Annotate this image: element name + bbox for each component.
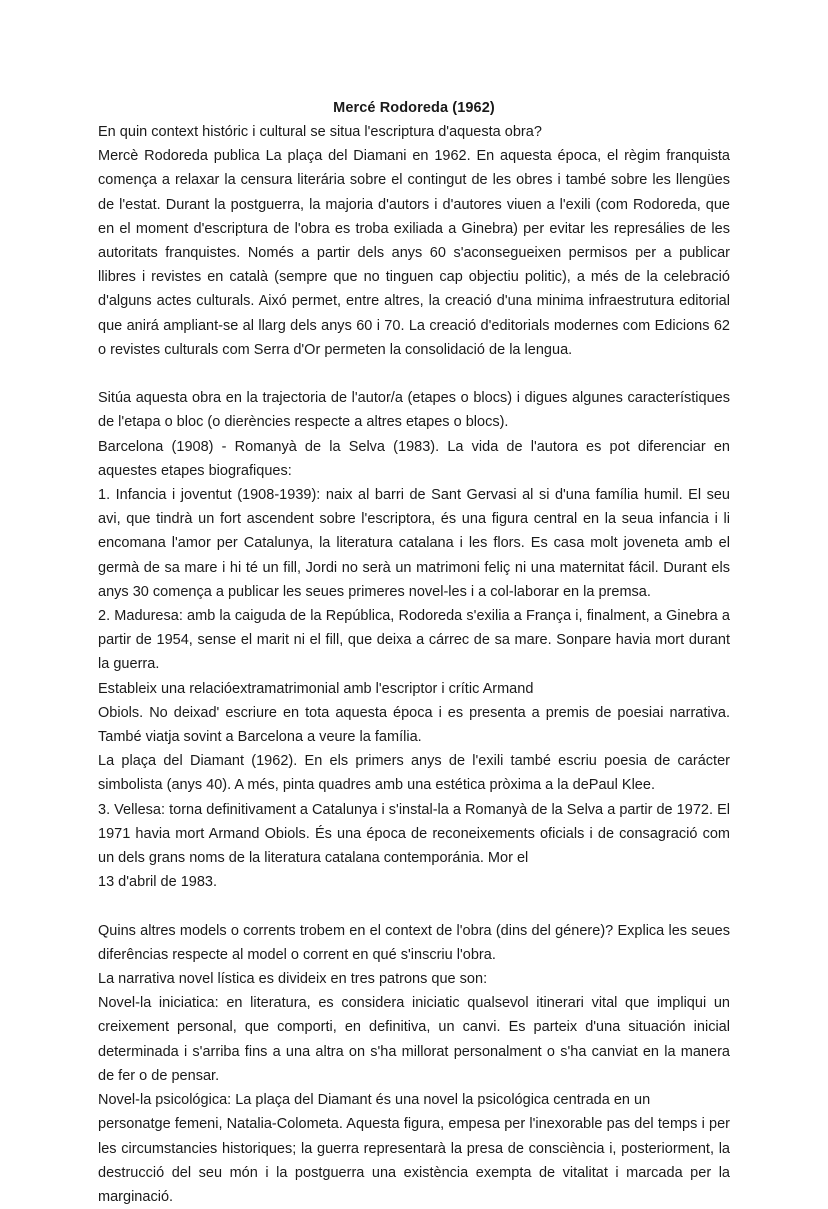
biography-note-relationship: Estableix una relacióextramatrimonial amb l'escriptor i crític Armand [98, 680, 534, 697]
answer-historic-context: Mercè Rodoreda publica La plaça del Diamani en 1962. En aquesta época, el règim franquista comença a relaxar la censura literária sobre el contingut de les obres i també sobre les llengües de l'estat. Durant la postguerra, la majoria d'autors i d'autores viuen a l'exili (com Rodoreda, que en el moment d'escriptura de l'obra es troba exiliada a Ginebra) per evitar les represálies de les autoritats franquistes. Només a partir dels anys 60 s'aconsegueixen permisos per a publicar llibres i revistes en català (sempre que no tinguen cap objectiu politic), a més de la celebració d'alguns actes culturals. Aixó permet, entre altres, la creació d'una minima infraestrutura editorial que anirá ampliant-se al llarg dels anys 60 i 70. La creació d'editorials modernes com Edicions 62 o revistes culturals com Serra d'Or permeten la consolidació de la lengua. [98, 148, 730, 358]
biography-stage-2: 2. Maduresa: amb la caiguda de la República, Rodoreda s'exilia a França i, finalment, a Ginebra a partir de 1954, sense el marit ni el fill, que deixa a cárrec de sa mare. Sonpare havia mort durant la guerra. [98, 608, 730, 673]
biography-intro: Barcelona (1908) - Romanyà de la Selva (1983). La vida de l'autora es pot diferenciar en aquestes etapes biografiques: [98, 438, 730, 479]
biography-note-obiols: Obiols. No deixad' escriure en tota aquesta época i es presenta a premis de poesiai narrativa. També viatja sovint a Barcelona a veure la família. [98, 704, 730, 746]
biography-stage-1: 1. Infancia i joventut (1908-1939): naix al barri de Sant Gervasi al si d'una família humil. El seu avi, que tindrà un fort ascendent sobre l'escriptora, és una figura central en la seua infancia i li encomana l'amor per Catalunya, la literatura catalana i les flors. Es casa molt joveneta amb el germà de sa mare i hi té un fill, Jordi no serà un matrimoni feliç ni una maternitat fácil. Durant els anys 30 comença a publicar les seues primeres novel-les i a col-laborar en la premsa. [98, 487, 730, 600]
model-novel-la-psicologica-body: personatge femeni, Natalia-Colometa. Aquesta figura, empesa per l'inexorable pas del temps i per les circumstancies historiques; la guerra representarà la presa de consciència i, posteriorment, la destrucció del seu món i la postguerra una existència exempta de vitalitat i marcada per la marginació. [98, 1116, 730, 1205]
models-intro: La narrativa novel lística es divideix en tres patrons que son: [98, 971, 488, 988]
page-title: Mercé Rodoreda (1962) [333, 100, 495, 116]
document-body [98, 96, 730, 1209]
paragraph-spacer [98, 362, 730, 386]
model-novel-la-psicologica-title: Novel-la psicológica: La plaça del Diamant és una novel la psicológica centrada en un [98, 1092, 651, 1109]
biography-stage-3: 3. Vellesa: torna definitivament a Catalunya i s'instal-la a Romanyà de la Selva a partir de 1972. El 1971 havia mort Armand Obiols. És una época de reconeixements oficials i de consagració com un dels grans noms de la literatura catalana contemporánia. Mor el [98, 801, 730, 867]
question-other-models: Quins altres models o corrents trobem en el context de l'obra (dins del génere)? Explica les seues diferências respecte al model o corrent en qué s'inscriu l'obra. [98, 922, 730, 963]
biography-stage-3-death-date: 13 d'abril de 1983. [98, 874, 218, 891]
question-historic-context: En quin context históric i cultural se situa l'escriptura d'aquesta obra? [98, 124, 542, 140]
model-novel-la-iniciatica: Novel-la iniciatica: en literatura, es considera iniciatic qualsevol itinerari vital que impliqui un creixement personal, que comporti, en definitiva, un canvi. Es parteix d'una situación inicial determinada i s'arriba fins a una altra on s'ha millorat personalment o s'ha canviat en la manera de fer o de pensar. [98, 995, 730, 1084]
question-author-trajectory: Sitúa aquesta obra en la trajectoria de l'autor/a (etapes o blocs) i digues algunes característiques de l'etapa o bloc (o dierències respecte a altres etapes o blocs). [98, 390, 730, 431]
paragraph-spacer [98, 894, 730, 918]
biography-note-diamant: La plaça del Diamant (1962). En els primers anys de l'exili també escriu poesia de carácter simbolista (anys 40). A més, pinta quadres amb una estética pròxima a la dePaul Klee. [98, 753, 730, 794]
